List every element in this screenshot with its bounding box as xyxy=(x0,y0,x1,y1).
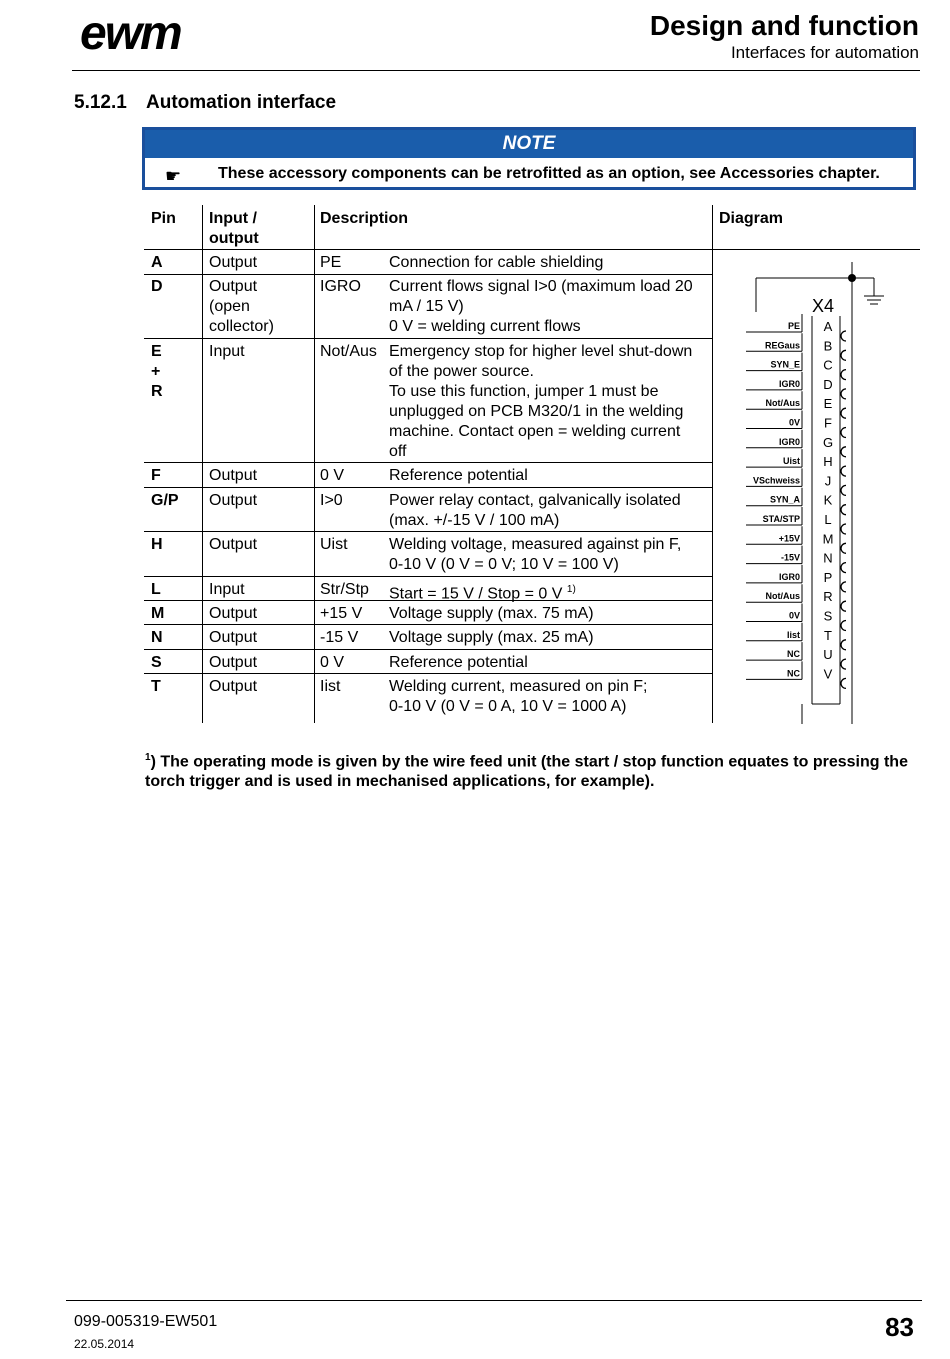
table-row-pin: M xyxy=(151,605,165,622)
page-number: 83 xyxy=(885,1312,914,1342)
diagram-pin-letter: P xyxy=(823,569,833,585)
diagram-signal-label: SYN_E xyxy=(770,359,800,370)
diagram-pin-socket xyxy=(841,447,846,457)
diagram-pin-socket xyxy=(841,466,846,476)
diagram-signal-label: IGR0 xyxy=(778,378,800,389)
table-row-pin: G/P xyxy=(151,492,179,509)
table-row-io: Output xyxy=(209,536,258,553)
note-box xyxy=(142,127,916,190)
diagram-pin-socket xyxy=(841,543,846,553)
table-row-desc: Reference potential xyxy=(389,467,528,484)
row-divider xyxy=(144,576,712,577)
table-row-io: Output xyxy=(209,467,258,484)
diagram-pin-letter: D xyxy=(823,376,833,392)
diagram-pin-socket xyxy=(841,370,846,380)
table-row-desc: Emergency stop for higher level shut-down xyxy=(389,343,693,360)
table-row-signal: Not/Aus xyxy=(320,343,377,360)
table-row-io: Output xyxy=(209,278,258,295)
diagram-pin-socket xyxy=(841,350,846,360)
table-row-desc: Welding current, measured on pin F; xyxy=(389,678,648,695)
pointing-hand-icon: ☛ xyxy=(165,166,182,186)
table-row-pin: + xyxy=(151,363,161,380)
table-row-signal: Str/Stp xyxy=(320,581,369,598)
diagram-signal-label: STA/STP xyxy=(762,514,800,524)
diagram-signal-label: NC xyxy=(787,668,800,679)
document-number: 099-005319-EW501 xyxy=(74,1313,218,1330)
table-row-desc: mA / 15 V) xyxy=(389,298,464,315)
diagram-pin-socket xyxy=(841,659,846,669)
diagram-signal-label: -15V xyxy=(780,552,800,563)
diagram-pin-letter: B xyxy=(823,338,833,354)
diagram-pin-letter: C xyxy=(823,357,833,373)
diagram-pin-letter: G xyxy=(822,434,834,450)
row-divider xyxy=(144,274,712,275)
diagram-pin-socket xyxy=(841,640,846,650)
row-divider xyxy=(144,338,712,339)
section-title: Automation interface xyxy=(146,92,337,113)
table-row-pin: A xyxy=(151,254,163,271)
diagram-pin-socket xyxy=(841,389,846,399)
header-divider xyxy=(72,70,920,71)
table-row-desc: 0-10 V (0 V = 0 A, 10 V = 1000 A) xyxy=(389,698,627,715)
table-row-desc: of the power source. xyxy=(389,363,534,380)
diagram-pin-letter: R xyxy=(823,589,833,605)
diagram-pin-letter: E xyxy=(823,396,833,412)
connector-label: X4 xyxy=(812,296,835,316)
table-row-pin: E xyxy=(151,343,162,360)
diagram-signal-label: +15V xyxy=(778,533,800,544)
table-row-io: Output xyxy=(209,629,258,646)
table-row-desc: (max. +/-15 V / 100 mA) xyxy=(389,512,560,529)
table-row-io: collector) xyxy=(209,318,274,335)
col-header-io: output xyxy=(209,230,259,247)
diagram-signal-label: VSchweiss xyxy=(752,475,800,486)
table-row-io: Input xyxy=(209,343,245,360)
table-row-desc: Voltage supply (max. 25 mA) xyxy=(389,629,594,646)
diagram-pin-letter: V xyxy=(823,666,833,682)
ewm-logo: ewm xyxy=(80,7,181,60)
col-header-description: Description xyxy=(320,210,409,227)
diagram-signal-label: 0V xyxy=(788,610,800,621)
column-divider xyxy=(314,205,315,723)
table-row-pin: H xyxy=(151,536,163,553)
diagram-pin-letter: H xyxy=(823,454,833,470)
diagram-pin-letter: J xyxy=(824,473,832,489)
column-divider xyxy=(202,205,203,723)
connector-diagram xyxy=(740,262,900,724)
table-row-signal: I>0 xyxy=(320,492,343,509)
table-row-pin: N xyxy=(151,629,163,646)
table-row-desc: 0-10 V (0 V = 0 V; 10 V = 100 V) xyxy=(389,556,619,573)
table-row-desc: Start = 15 V / Stop = 0 V $^{1)}$ xyxy=(389,584,576,603)
table-row-desc: To use this function, jumper 1 must be xyxy=(389,383,659,400)
table-row-desc: Current flows signal I>0 (maximum load 20 xyxy=(389,278,693,295)
row-divider xyxy=(144,649,712,650)
table-row-pin: L xyxy=(151,581,161,598)
table-row-desc: Reference potential xyxy=(389,654,528,671)
table-row-desc: off xyxy=(389,443,407,460)
diagram-pin-letter: F xyxy=(824,415,832,431)
table-row-pin: R xyxy=(151,383,163,400)
section-number: 5.12.1 xyxy=(74,92,127,113)
diagram-pin-socket xyxy=(841,582,846,592)
table-row-desc: machine. Contact open = welding current xyxy=(389,423,681,440)
table-row-desc: unplugged on PCB M320/1 in the welding xyxy=(389,403,684,420)
diagram-pin-socket xyxy=(841,621,846,631)
diagram-pin-socket xyxy=(841,485,846,495)
table-row-io: (open xyxy=(209,298,250,315)
footnote-text: ) The operating mode is given by the wire feed unit (the start / stop function equates to pressing the torch trigger and is used in mechanised applications, for example). xyxy=(145,753,908,791)
diagram-pin-letter: K xyxy=(823,492,833,508)
table-row-signal: IGRO xyxy=(320,278,361,295)
table-row-io: Output xyxy=(209,654,258,671)
col-header-pin: Pin xyxy=(151,210,176,227)
table-row-desc: 0 V = welding current flows xyxy=(389,318,581,335)
diagram-pin-letter: N xyxy=(823,550,833,566)
document-date: 22.05.2014 xyxy=(74,1337,135,1351)
diagram-pin-socket xyxy=(841,524,846,534)
table-row-io: Output xyxy=(209,254,258,271)
table-row-io: Output xyxy=(209,492,258,509)
row-divider xyxy=(144,531,712,532)
diagram-signal-label: PE xyxy=(787,321,800,331)
diagram-signal-label: IGR0 xyxy=(778,436,800,447)
footnote xyxy=(145,748,915,792)
footer-divider xyxy=(66,1300,922,1301)
diagram-pin-socket xyxy=(841,505,846,515)
diagram-signal-label: Not/Aus xyxy=(765,591,800,602)
table-row-desc: Voltage supply (max. 75 mA) xyxy=(389,605,594,622)
table-row-io: Input xyxy=(209,581,245,598)
diagram-pin-socket xyxy=(841,678,846,688)
table-row-pin: D xyxy=(151,278,163,295)
row-divider xyxy=(144,624,712,625)
diagram-pin-letter: U xyxy=(823,647,833,663)
diagram-signal-label: 0V xyxy=(788,417,800,428)
note-heading: NOTE xyxy=(145,130,913,158)
diagram-pin-letter: L xyxy=(824,512,832,527)
header-title: Design and function xyxy=(649,10,919,41)
table-row-signal: 0 V xyxy=(320,467,345,484)
table-row-signal: Iist xyxy=(320,678,341,695)
table-header-divider xyxy=(144,249,920,250)
footnote-ref: 1) xyxy=(566,584,576,595)
table-row-pin: S xyxy=(151,654,162,671)
col-header-diagram: Diagram xyxy=(719,210,784,227)
diagram-pin-letter: A xyxy=(823,319,833,334)
table-row-pin: F xyxy=(151,467,161,484)
diagram-pin-socket xyxy=(841,428,846,438)
diagram-pin-socket xyxy=(841,601,846,611)
diagram-pin-letter: T xyxy=(824,627,832,643)
row-divider xyxy=(144,487,712,488)
diagram-pin-socket xyxy=(841,563,846,573)
diagram-signal-label: Uist xyxy=(782,456,800,467)
table-row-desc: Welding voltage, measured against pin F, xyxy=(389,536,682,553)
diagram-signal-label: NC xyxy=(787,649,800,660)
table-row-pin: T xyxy=(151,678,161,695)
diagram-signal-label: Iist xyxy=(786,629,800,640)
row-divider xyxy=(144,462,712,463)
table-row-desc: Connection for cable shielding xyxy=(389,254,604,271)
table-row-io: Output xyxy=(209,605,258,622)
note-text: These accessory components can be retrofitted as an option, see Accessories chapter. xyxy=(218,165,880,182)
footnote-marker: 1 xyxy=(145,752,151,763)
header-subtitle: Interfaces for automation xyxy=(730,43,919,62)
column-divider xyxy=(712,205,713,723)
table-row-signal: +15 V xyxy=(320,605,363,622)
col-header-io: Input / xyxy=(209,210,257,227)
diagram-signal-label: Not/Aus xyxy=(765,398,800,409)
diagram-signal-label: REGaus xyxy=(764,340,800,351)
table-row-signal: -15 V xyxy=(320,629,359,646)
table-row-signal: PE xyxy=(320,254,342,271)
table-row-signal: Uist xyxy=(320,536,348,553)
row-divider xyxy=(144,673,712,674)
table-row-io: Output xyxy=(209,678,258,695)
diagram-signal-label: IGR0 xyxy=(778,571,800,582)
diagram-pin-letter: S xyxy=(823,608,833,624)
diagram-pin-letter: M xyxy=(822,531,834,547)
diagram-signal-label: SYN_A xyxy=(769,494,800,505)
table-row-desc: Power relay contact, galvanically isolated xyxy=(389,492,681,509)
diagram-pin-socket xyxy=(841,408,846,418)
diagram-pin-socket xyxy=(841,331,846,341)
table-row-signal: 0 V xyxy=(320,654,345,671)
